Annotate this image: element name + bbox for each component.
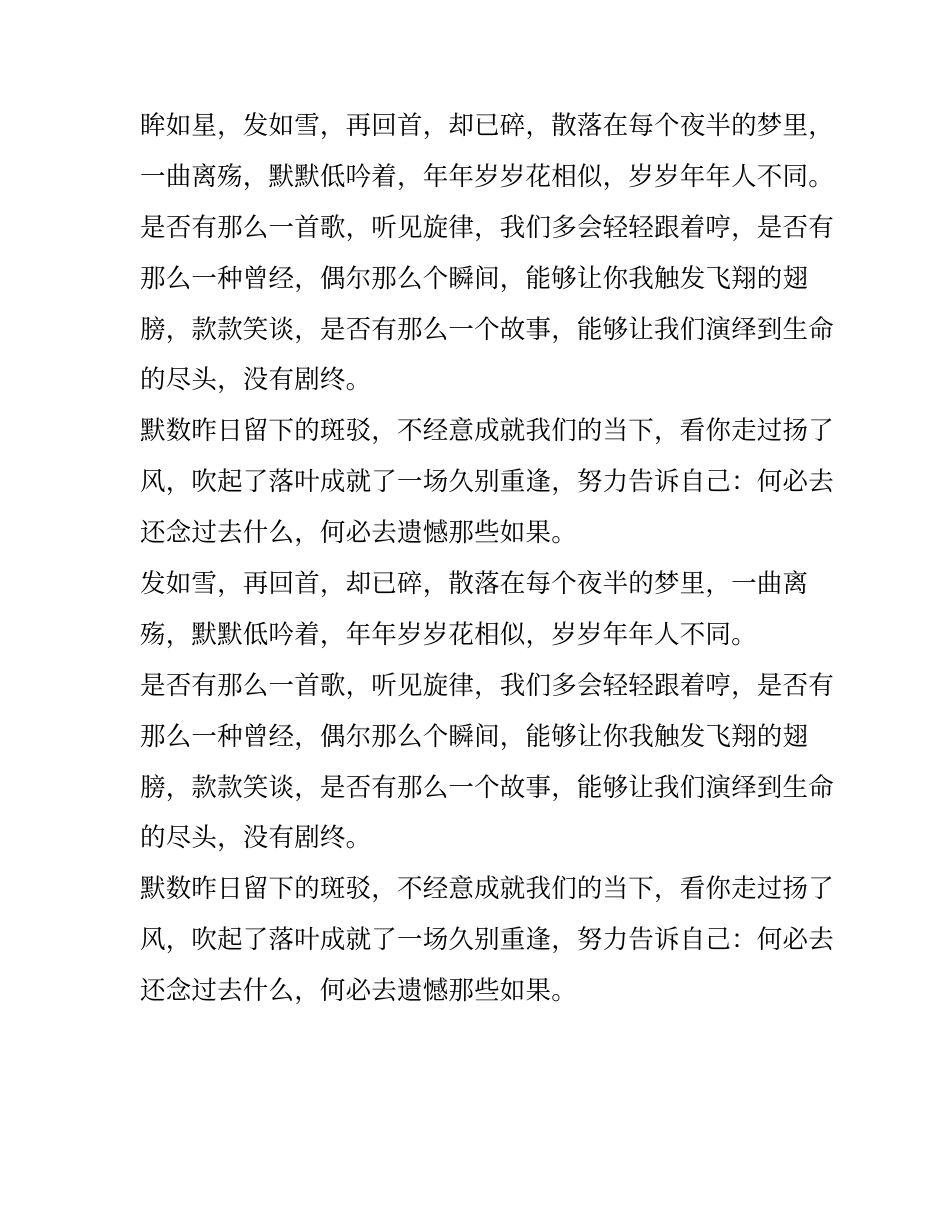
paragraph-line: 是否有那么一首歌，听见旋律，我们多会轻轻跟着哼，是否有 <box>140 670 834 701</box>
paragraph-1 <box>140 101 834 203</box>
paragraph-line: 风，吹起了落叶成就了一场久别重逢，努力告诉自己：何必去 <box>140 925 834 956</box>
paragraph-line: 风，吹起了落叶成就了一场久别重逢，努力告诉自己：何必去 <box>140 467 834 498</box>
document-body <box>140 101 834 1017</box>
paragraph-2 <box>140 203 834 407</box>
paragraph-5 <box>140 661 834 865</box>
paragraph-line: 还念过去什么，何必去遗憾那些如果。 <box>140 518 577 549</box>
paragraph-line: 那么一种曾经，偶尔那么个瞬间，能够让你我触发飞翔的翅 <box>140 721 809 752</box>
paragraph-line: 眸如星，发如雪，再回首，却已碎，散落在每个夜半的梦里， <box>140 111 834 141</box>
paragraph-line: 的尽头，没有剧终。 <box>140 823 372 854</box>
paragraph-line: 的尽头，没有剧终。 <box>140 365 372 396</box>
paragraph-6 <box>140 864 834 1017</box>
paragraph-line: 那么一种曾经，偶尔那么个瞬间，能够让你我触发飞翔的翅 <box>140 263 809 294</box>
paragraph-line: 膀，款款笑谈，是否有那么一个故事，能够让我们演绎到生命 <box>140 772 834 803</box>
paragraph-line: 殇，默默低吟着，年年岁岁花相似，岁岁年年人不同。 <box>140 619 757 650</box>
paragraph-3 <box>140 406 834 559</box>
paragraph-line: 膀，款款笑谈，是否有那么一个故事，能够让我们演绎到生命 <box>140 314 834 345</box>
paragraph-line: 默数昨日留下的斑驳，不经意成就我们的当下，看你走过扬了 <box>140 416 834 447</box>
paragraph-line: 还念过去什么，何必去遗憾那些如果。 <box>140 976 577 1007</box>
paragraph-4 <box>140 559 820 661</box>
paragraph-line: 默数昨日留下的斑驳，不经意成就我们的当下，看你走过扬了 <box>140 874 834 905</box>
paragraph-line: 是否有那么一首歌，听见旋律，我们多会轻轻跟着哼，是否有 <box>140 212 834 243</box>
paragraph-line: 发如雪，再回首，却已碎，散落在每个夜半的梦里，一曲离 <box>140 569 809 600</box>
paragraph-line: 一曲离殇，默默低吟着，年年岁岁花相似，岁岁年年人不同。 <box>140 161 834 192</box>
